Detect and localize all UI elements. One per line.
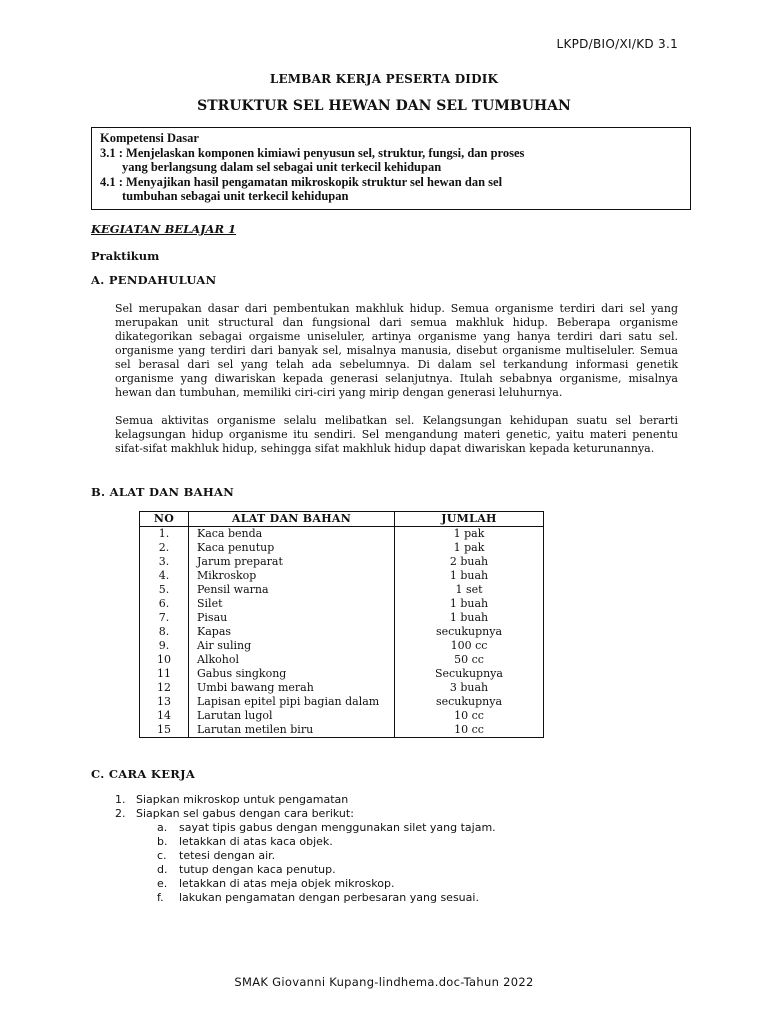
row-quantity: secukupnya (395, 625, 544, 639)
step-text: Siapkan mikroskop untuk pengamatan (136, 793, 349, 806)
row-number: 10 (140, 653, 189, 667)
sub-step-letter: c. (157, 849, 167, 862)
table-row (140, 653, 544, 667)
column-header-jumlah: JUMLAH (395, 512, 544, 527)
row-number: 12 (140, 681, 189, 695)
sub-step-text: tetesi dengan air. (179, 849, 276, 862)
row-quantity: 1 buah (395, 611, 544, 625)
row-quantity: 1 pak (395, 541, 544, 555)
table-row (140, 597, 544, 611)
table-row (140, 681, 544, 695)
row-item: Larutan lugol (189, 709, 395, 723)
section-c-heading: C. CARA KERJA (91, 767, 196, 781)
procedure-step (115, 793, 655, 807)
table-row (140, 625, 544, 639)
row-number: 8. (140, 625, 189, 639)
table-row (140, 569, 544, 583)
sub-step (157, 891, 655, 905)
row-item: Mikroskop (189, 569, 395, 583)
row-quantity: 1 buah (395, 597, 544, 611)
row-item: Umbi bawang merah (189, 681, 395, 695)
row-quantity: Secukupnya (395, 667, 544, 681)
table-row (140, 709, 544, 723)
kegiatan-belajar-heading: KEGIATAN BELAJAR 1 (91, 222, 237, 236)
row-item: Alkohol (189, 653, 395, 667)
column-header-alat: ALAT DAN BAHAN (189, 512, 395, 527)
table-row (140, 583, 544, 597)
kd-line-3-1: 3.1 : Menjelaskan komponen kimiawi penyusun sel, struktur, fungsi, dan proses (100, 145, 525, 160)
procedure-steps (115, 793, 655, 905)
sub-step-letter: f. (157, 891, 164, 904)
sub-step (157, 821, 655, 835)
row-quantity: 50 cc (395, 653, 544, 667)
row-quantity: 1 buah (395, 569, 544, 583)
page-footer: SMAK Giovanni Kupang-lindhema.doc-Tahun 2022 (234, 975, 534, 989)
kd-line-4-1: 4.1 : Menyajikan hasil pengamatan mikroskopik struktur sel hewan dan sel (100, 174, 503, 189)
table-header-row (140, 512, 544, 527)
row-quantity: 1 pak (395, 527, 544, 542)
sub-step-text: letakkan di atas kaca objek. (179, 835, 333, 848)
row-quantity: 2 buah (395, 555, 544, 569)
sub-step (157, 863, 655, 877)
row-item: Kaca penutup (189, 541, 395, 555)
procedure-step (115, 807, 655, 905)
alat-bahan-table (139, 511, 544, 738)
table-row (140, 555, 544, 569)
row-number: 6. (140, 597, 189, 611)
row-item: Air suling (189, 639, 395, 653)
row-number: 2. (140, 541, 189, 555)
table-row (140, 541, 544, 555)
sub-step-text: tutup dengan kaca penutup. (179, 863, 336, 876)
sub-step-letter: a. (157, 821, 168, 834)
row-item: Kapas (189, 625, 395, 639)
step-text: Siapkan sel gabus dengan cara berikut: (136, 807, 354, 820)
praktikum-heading: Praktikum (91, 249, 160, 263)
sub-step-text: letakkan di atas meja objek mikroskop. (179, 877, 395, 890)
sub-step-letter: e. (157, 877, 168, 890)
table-row (140, 611, 544, 625)
row-item: Kaca benda (189, 527, 395, 542)
table-row (140, 667, 544, 681)
kd-line-3-1-cont: yang berlangsung dalam sel sebagai unit terkecil kehidupan (122, 160, 442, 175)
kompetensi-heading: Kompetensi Dasar (100, 131, 199, 145)
row-quantity: 100 cc (395, 639, 544, 653)
pendahuluan-paragraph-2: Semua aktivitas organisme selalu melibatkan sel. Kelangsungan kehidupan suatu sel berarti kelagsungan hidup organisme itu sendiri. Sel mengandung materi genetic, yaitu materi penentu sifat-sifat makhluk hidup, sehingga sifat makhluk hidup dapat diwariskan kepada keturunannya. (115, 414, 678, 455)
pendahuluan-paragraph-1: Sel merupakan dasar dari pembentukan makhluk hidup. Semua organisme terdiri dari sel yang merupakan unit structural dan fungsional dari semua makhluk hidup. Beberapa organisme dikategorikan sebagai orgaisme uniseluler, artinya organisme yang hanya terdiri dari satu sel. organisme yang terdiri dari banyak sel, misalnya manusia, disebut organisme multiseluler. Semua sel berasal dari sel yang telah ada sebelumnya. Di dalam sel terkandung informasi genetik organisme yang diwariskan kepada generasi selanjutnya. Itulah sebabnya organisme, misalnya hewan dan tumbuhan, memiliki ciri-ciri yang mirip dengan generasi leluhurnya. (115, 302, 678, 399)
row-item: Pisau (189, 611, 395, 625)
row-quantity: 10 cc (395, 709, 544, 723)
table-row (140, 639, 544, 653)
row-number: 7. (140, 611, 189, 625)
row-number: 1. (140, 527, 189, 542)
row-number: 11 (140, 667, 189, 681)
row-number: 15 (140, 723, 189, 738)
row-quantity: secukupnya (395, 695, 544, 709)
kd-line-4-1-cont: tumbuhan sebagai unit terkecil kehidupan (122, 189, 349, 204)
step-number: 1. (115, 793, 126, 806)
sub-step-letter: b. (157, 835, 168, 848)
row-item: Jarum preparat (189, 555, 395, 569)
row-number: 14 (140, 709, 189, 723)
sub-step-text: lakukan pengamatan dengan perbesaran yang sesuai. (179, 891, 479, 904)
row-number: 3. (140, 555, 189, 569)
sub-steps (115, 821, 655, 905)
sub-step (157, 877, 655, 891)
row-item: Silet (189, 597, 395, 611)
table-row (140, 527, 544, 542)
table-row (140, 723, 544, 738)
row-item: Gabus singkong (189, 667, 395, 681)
section-a-heading: A. PENDAHULUAN (91, 273, 217, 287)
row-number: 4. (140, 569, 189, 583)
worksheet-title: LEMBAR KERJA PESERTA DIDIK (269, 72, 499, 86)
kompetensi-dasar-box (91, 127, 691, 210)
section-b-heading: B. ALAT DAN BAHAN (91, 485, 235, 499)
row-item: Pensil warna (189, 583, 395, 597)
row-number: 5. (140, 583, 189, 597)
document-code: LKPD/BIO/XI/KD 3.1 (556, 37, 678, 51)
sub-step-text: sayat tipis gabus dengan menggunakan silet yang tajam. (179, 821, 496, 834)
row-item: Larutan metilen biru (189, 723, 395, 738)
column-header-no: NO (140, 512, 189, 527)
row-quantity: 3 buah (395, 681, 544, 695)
row-number: 13 (140, 695, 189, 709)
row-quantity: 10 cc (395, 723, 544, 738)
table-row (140, 695, 544, 709)
row-quantity: 1 set (395, 583, 544, 597)
row-number: 9. (140, 639, 189, 653)
row-item: Lapisan epitel pipi bagian dalam (189, 695, 395, 709)
sub-step (157, 835, 655, 849)
step-number: 2. (115, 807, 126, 820)
topic-title: STRUKTUR SEL HEWAN DAN SEL TUMBUHAN (197, 98, 571, 114)
sub-step-letter: d. (157, 863, 168, 876)
sub-step (157, 849, 655, 863)
